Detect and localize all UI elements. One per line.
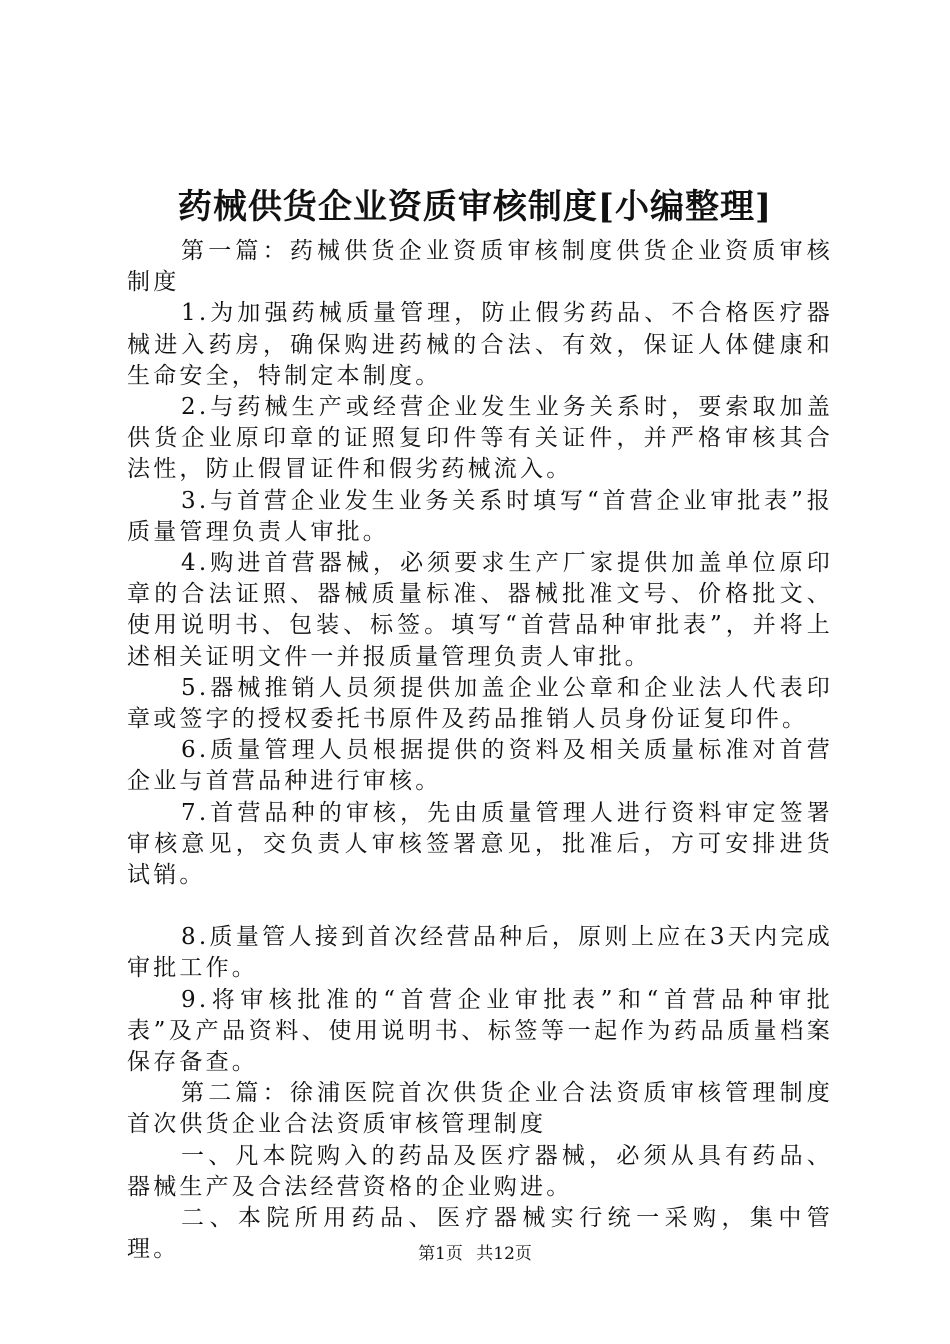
paragraph: 6.质量管理人员根据提供的资料及相关质量标准对首营企业与首营品种进行审核。: [127, 737, 833, 795]
paragraph: 7.首营品种的审核，先由质量管理人进行资料审定签署审核意见，交负责人审核签署意见，批准后，方可安排进货试销。: [127, 799, 833, 889]
paragraph: 2.与药械生产或经营企业发生业务关系时，要索取加盖供货企业原印章的证照复印件等有关证件，并严格审核其合法性，防止假冒证件和假劣药械流入。: [127, 394, 833, 483]
paragraph: 3.与首营企业发生业务关系时填写“首营企业审批表”报质量管理负责人审批。: [127, 487, 833, 545]
paragraph: 9.将审核批准的“首营企业审批表”和“首营品种审批表”及产品资料、使用说明书、标签等一起作为药品质量档案保存备查。: [127, 986, 833, 1076]
paragraph: 一、凡本院购入的药品及医疗器械，必须从具有药品、器械生产及合法经营资格的企业购进。: [127, 1142, 833, 1200]
paragraph: 8.质量管人接到首次经营品种后，原则上应在3天内完成审批工作。: [127, 924, 833, 982]
section-heading: 第一篇：药械供货企业资质审核制度供货企业资质审核制度: [127, 238, 833, 296]
document-title: 药械供货企业资质审核制度[小编整理]: [177, 187, 773, 227]
page-number: 第1页: [418, 1244, 463, 1264]
page-footer: [0, 1242, 950, 1266]
paragraph: 4.购进首营器械，必须要求生产厂家提供加盖单位原印章的合法证照、器械质量标准、器械批准文号、价格批文、使用说明书、包装、标签。填写“首营品种审批表”，并将上述相关证明文件一并报质量管理负责人审批。: [127, 550, 833, 670]
paragraph: 二、本院所用药品、医疗器械实行统一采购，集中管理。: [127, 1205, 833, 1263]
page-total: 共12页: [476, 1244, 532, 1264]
paragraph: 1.为加强药械质量管理，防止假劣药品、不合格医疗器械进入药房，确保购进药械的合法、有效，保证人体健康和生命安全，特制定本制度。: [127, 300, 833, 389]
section-heading: 第二篇：徐浦医院首次供货企业合法资质审核管理制度首次供货企业合法资质审核管理制度: [127, 1080, 833, 1138]
document-body: [127, 236, 833, 1266]
paragraph: 5.器械推销人员须提供加盖企业公章和企业法人代表印章或签字的授权委托书原件及药品推销人员身份证复印件。: [127, 674, 833, 733]
